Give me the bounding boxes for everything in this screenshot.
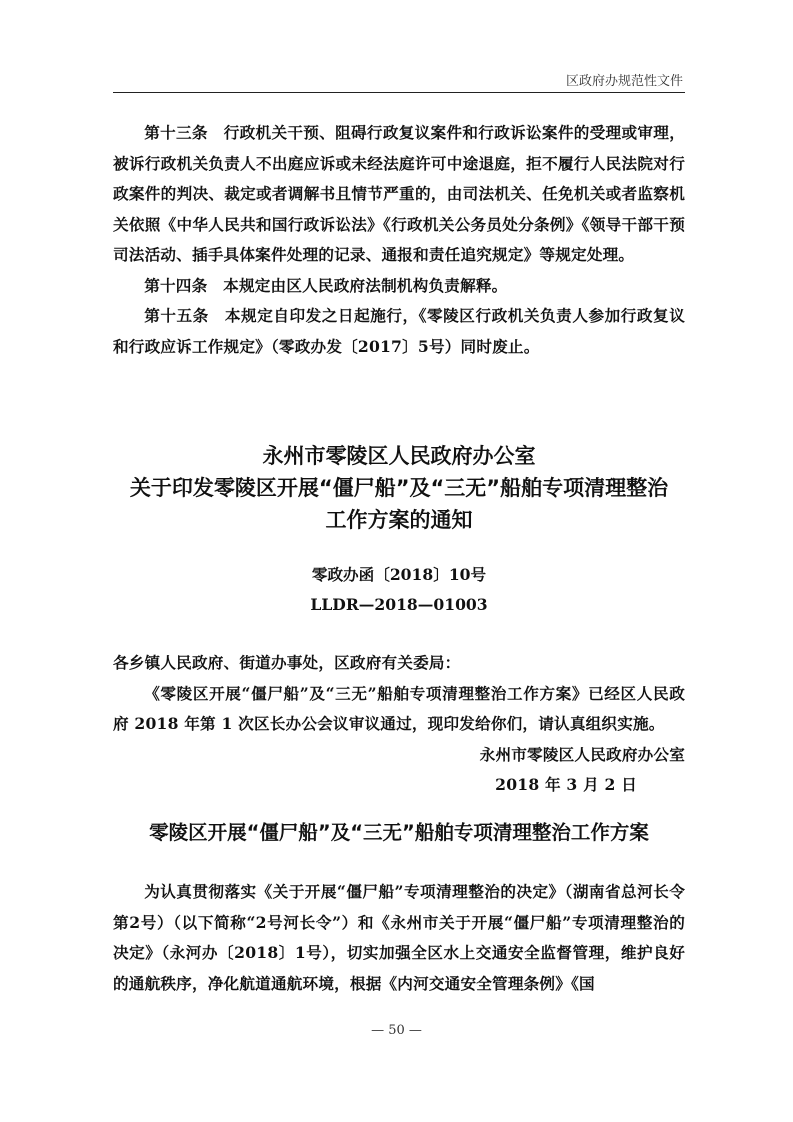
article-14: 第十四条 本规定由区人民政府法制机构负责解释。 — [144, 275, 508, 295]
page-number: — 50 — — [371, 1023, 422, 1038]
plan-title: 零陵区开展“僵尸船”及“三无”船舶专项清理整治工作方案 — [149, 821, 649, 844]
issue-date: 2018 年 3 月 2 日 — [495, 775, 637, 794]
notice-body — [113, 648, 685, 801]
notice-title-line-2: 关于印发零陵区开展“僵尸船”及“三无”船舶专项清理整治 — [129, 476, 669, 500]
notice-title — [113, 440, 685, 536]
notice-text: 《零陵区开展“僵尸船”及“三无”船舶专项清理整治工作方案》已经区人民政府 2018 年第 1 次区长办公会议审议通过，现印发给你们，请认真组织实施。 — [113, 683, 685, 733]
notice-title-line-3: 工作方案的通知 — [325, 508, 473, 532]
running-header: 区政府办规范性文件 — [565, 74, 683, 89]
signature: 永州市零陵区人民政府办公室 — [479, 744, 685, 764]
doc-number: 零政办函〔2018〕10号 — [311, 565, 487, 584]
header-rule — [113, 92, 685, 93]
article-15: 第十五条 本规定自印发之日起施行，《零陵区行政机关负责人参加行政复议和行政应诉工作规定》（零政办发〔2017〕5号）同时废止。 — [113, 306, 685, 356]
prev-section — [113, 118, 685, 362]
notice-title-line-1: 永州市零陵区人民政府办公室 — [262, 444, 536, 468]
addressee: 各乡镇人民政府、街道办事处，区政府有关委局： — [113, 653, 461, 672]
plan-intro: 为认真贯彻落实《关于开展“僵尸船”专项清理整治的决定》（湖南省总河长令第2号）（以下简称“2号河长令”）和《永州市关于开展“僵尸船”专项清理整治的决定》（永河办〔2018〕1号），切实加强全区水上交通安全监督管理，维护良好的通航秩序，净化航道通航环境，根据《内河交通安全管理条例》《国 — [113, 882, 685, 993]
article-13: 第十三条 行政机关干预、阻碍行政复议案件和行政诉讼案件的受理或审理，被诉行政机关负责人不出庭应诉或未经法庭许可中途退庭，拒不履行人民法院对行政案件的判决、裁定或者调解书且情节严重的，由司法机关、任免机关或者监察机关依照《中华人民共和国行政诉讼法》《行政机关公务员处分条例》《领导干部干预司法活动、插手具体案件处理的记录、通报和责任追究规定》等规定处理。 — [113, 123, 685, 264]
plan-body — [113, 877, 685, 999]
reg-number: LLDR—2018—01003 — [310, 595, 488, 614]
